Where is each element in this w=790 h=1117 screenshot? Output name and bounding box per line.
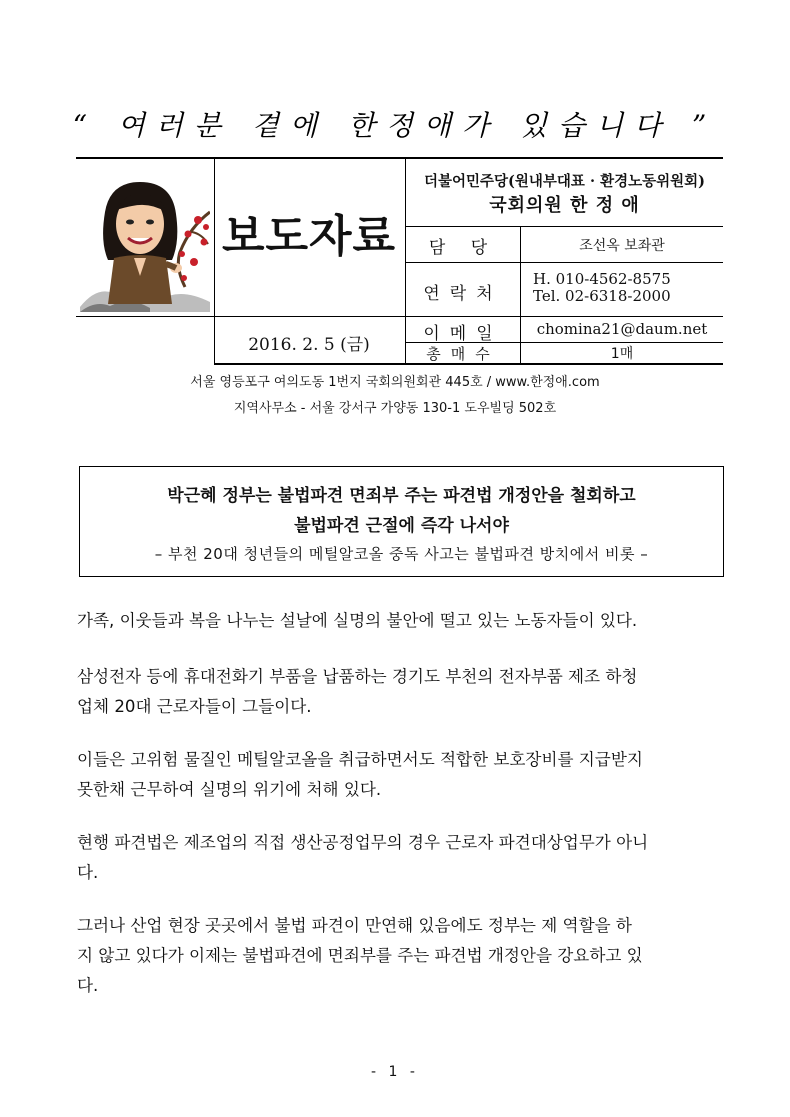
slogan-heading: “ 여러분 곁에 한정애가 있습니다 ”	[72, 109, 718, 142]
telephone-number: Tel. 02-6318-2000	[533, 287, 671, 305]
paragraph-4	[77, 828, 717, 888]
paragraph-5	[77, 911, 717, 1001]
email-label: 이메일	[423, 324, 503, 344]
office-address: 서울 영등포구 여의도동 1번지 국회의원회관 445호 / www.한정애.com	[190, 375, 600, 390]
party-affiliation: 더불어민주당(원내부대표 · 환경노동위원회)	[424, 173, 705, 190]
paragraph-line: 다.	[77, 863, 99, 882]
congresswoman-caricature	[80, 172, 210, 312]
phone-label: 연락처	[423, 284, 503, 304]
paragraph-line: 업체 20대 근로자들이 그들이다.	[77, 697, 312, 716]
page-number: - 1 -	[371, 1064, 419, 1080]
headline-line-2: 불법파견 근절에 즉각 나서야	[294, 516, 509, 536]
paragraph-line: 현행 파견법은 제조업의 직접 생산공정업무의 경우 근로자 파견대상업무가 아니	[77, 833, 649, 852]
paragraph-line: 못한채 근무하여 실명의 위기에 처해 있다.	[77, 780, 382, 799]
paragraph-line: 가족, 이웃들과 복을 나누는 설날에 실명의 불안에 떨고 있는 노동자들이 있다.	[77, 611, 638, 630]
member-name: 국회의원 한 정 애	[489, 195, 640, 216]
headline-subtitle: – 부천 20대 청년들의 메틸알코올 중독 사고는 불법파견 방치에서 비롯 –	[154, 545, 649, 563]
page-count-label: 총매수	[426, 345, 500, 363]
paragraph-3	[77, 745, 717, 805]
release-date: 2016. 2. 5 (금)	[248, 335, 370, 355]
local-office-address: 지역사무소 - 서울 강서구 가양동 130-1 도우빌딩 502호	[233, 401, 557, 416]
paragraph-line: 삼성전자 등에 휴대전화기 부품을 납품하는 경기도 부천의 전자부품 제조 하청	[77, 667, 638, 686]
mobile-number: H. 010-4562-8575	[533, 270, 671, 288]
paragraph-1	[77, 606, 717, 636]
paragraph-line: 이들은 고위험 물질인 메틸알코올을 취급하면서도 적합한 보호장비를 지급받지	[77, 750, 643, 769]
phone-value	[533, 271, 713, 305]
paragraph-line: 다.	[77, 976, 99, 995]
press-release-title: 보도자료	[221, 211, 396, 262]
headline-line-1: 박근혜 정부는 불법파견 면죄부 주는 파견법 개정안을 철회하고	[167, 486, 636, 506]
email-value[interactable]: chomina21@daum.net	[536, 320, 708, 338]
paragraph-line: 그러나 산업 현장 곳곳에서 불법 파견이 만연해 있음에도 정부는 제 역할을 하	[77, 916, 632, 935]
paragraph-line: 지 않고 있다가 이제는 불법파견에 면죄부를 주는 파견법 개정안을 강요하고 있	[77, 946, 643, 965]
page-count-value: 1매	[610, 346, 634, 362]
contact-person-value: 조선옥 보좌관	[579, 238, 665, 254]
contact-person-label: 담 당	[428, 238, 498, 258]
paragraph-2	[77, 662, 717, 722]
